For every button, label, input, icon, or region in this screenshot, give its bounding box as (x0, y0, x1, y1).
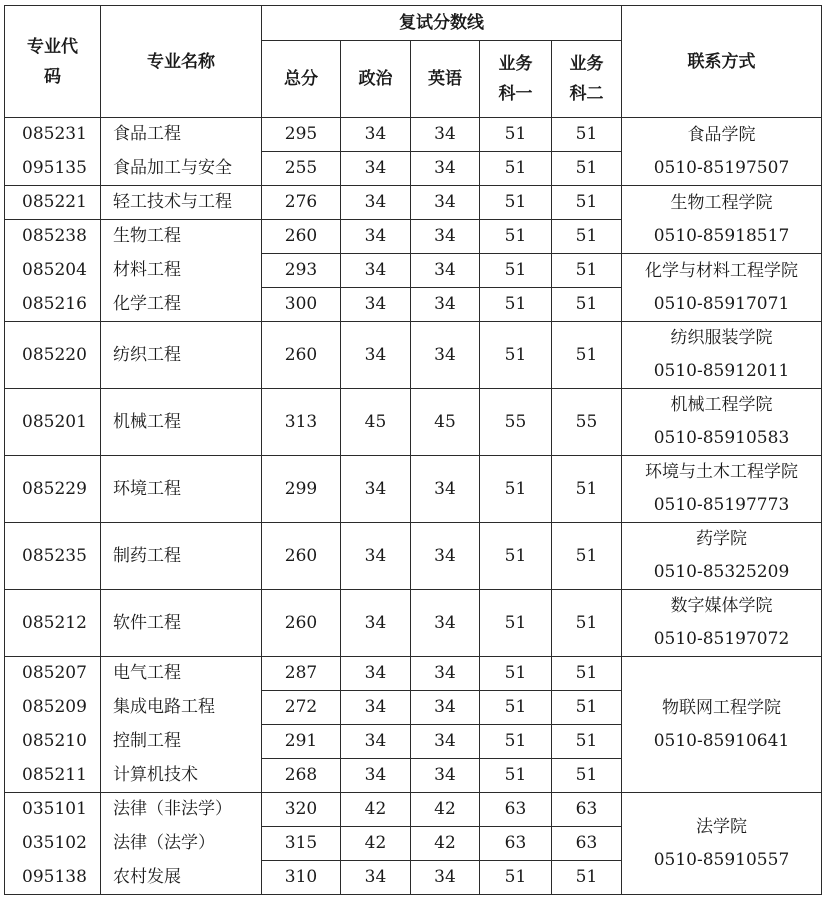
score-total: 291 (262, 725, 341, 759)
major-name: 法律（法学） (101, 827, 262, 861)
score-subject1: 63 (480, 793, 552, 827)
score-subject1: 51 (480, 118, 552, 152)
score-subject1: 51 (480, 725, 552, 759)
major-name: 食品加工与安全 (101, 152, 262, 186)
score-subject2: 51 (552, 590, 622, 657)
college-phone: 0510-85912011 (653, 361, 790, 381)
score-subject1: 51 (480, 186, 552, 220)
score-total: 315 (262, 827, 341, 861)
major-name: 轻工技术与工程 (101, 186, 262, 220)
score-total: 293 (262, 254, 341, 288)
major-code: 085229 (5, 456, 101, 523)
score-total: 260 (262, 220, 341, 254)
score-total: 299 (262, 456, 341, 523)
score-subject1: 51 (480, 691, 552, 725)
major-name: 环境工程 (101, 456, 262, 523)
major-code: 085231 (5, 118, 101, 152)
college-phone: 0510-85325209 (653, 562, 790, 582)
major-name: 制药工程 (101, 523, 262, 590)
score-table (4, 5, 822, 895)
score-subject2: 51 (552, 322, 622, 389)
major-name: 计算机技术 (101, 759, 262, 793)
score-english: 34 (411, 861, 480, 895)
score-subject2: 51 (552, 118, 622, 152)
score-politics: 34 (341, 725, 411, 759)
college-phone: 0510-85918517 (653, 225, 790, 246)
score-subject1: 51 (480, 288, 552, 322)
table-row (5, 389, 822, 456)
major-code: 085201 (5, 389, 101, 456)
contact-cell (622, 657, 822, 793)
score-politics: 34 (341, 152, 411, 186)
college-phone: 0510-85910583 (653, 428, 790, 448)
score-total: 260 (262, 523, 341, 590)
college-name: 纺织服装学院 (670, 328, 773, 348)
major-name: 农村发展 (101, 861, 262, 895)
score-subject1: 51 (480, 759, 552, 793)
college-name: 机械工程学院 (670, 395, 773, 415)
score-subject1: 51 (480, 456, 552, 523)
header-contact: 联系方式 (622, 6, 822, 118)
major-name: 机械工程 (101, 389, 262, 456)
score-subject2: 51 (552, 657, 622, 691)
major-code: 085207 (5, 657, 101, 691)
contact-cell (622, 389, 822, 456)
contact-cell (622, 456, 822, 523)
score-total: 300 (262, 288, 341, 322)
score-english: 34 (411, 254, 480, 288)
score-english: 34 (411, 288, 480, 322)
score-english: 34 (411, 152, 480, 186)
score-english: 34 (411, 456, 480, 523)
contact-cell (622, 523, 822, 590)
score-politics: 34 (341, 861, 411, 895)
college-name: 物联网工程学院 (662, 697, 781, 718)
table-row (5, 118, 822, 152)
score-subject2: 51 (552, 254, 622, 288)
header-total: 总分 (262, 41, 341, 118)
score-english: 34 (411, 523, 480, 590)
table-row (5, 793, 822, 827)
table-row (5, 523, 822, 590)
score-total: 268 (262, 759, 341, 793)
college-name: 化学与材料工程学院 (645, 260, 798, 281)
college-phone: 0510-85197773 (653, 495, 790, 515)
score-subject1: 63 (480, 827, 552, 861)
college-phone: 0510-85910557 (653, 849, 790, 870)
score-subject2: 51 (552, 220, 622, 254)
major-name: 纺织工程 (101, 322, 262, 389)
score-subject2: 51 (552, 759, 622, 793)
table-row (5, 186, 822, 220)
college-phone: 0510-85197507 (653, 157, 790, 178)
header-subject2: 业务科二 (552, 41, 622, 118)
contact-cell (622, 186, 822, 254)
header-score-group: 复试分数线 (262, 6, 622, 41)
table-row (5, 590, 822, 657)
score-politics: 34 (341, 657, 411, 691)
score-politics: 34 (341, 220, 411, 254)
score-total: 310 (262, 861, 341, 895)
college-phone: 0510-85197072 (653, 629, 790, 649)
score-total: 287 (262, 657, 341, 691)
college-phone: 0510-85910641 (653, 730, 790, 751)
score-subject1: 51 (480, 152, 552, 186)
major-code: 085209 (5, 691, 101, 725)
college-name: 生物工程学院 (670, 192, 773, 213)
contact-cell (622, 118, 822, 186)
score-politics: 42 (341, 827, 411, 861)
score-english: 45 (411, 389, 480, 456)
score-total: 313 (262, 389, 341, 456)
major-code: 095135 (5, 152, 101, 186)
score-total: 276 (262, 186, 341, 220)
major-name: 电气工程 (101, 657, 262, 691)
score-subject1: 51 (480, 861, 552, 895)
score-politics: 42 (341, 793, 411, 827)
score-total: 295 (262, 118, 341, 152)
score-subject1: 51 (480, 657, 552, 691)
major-name: 软件工程 (101, 590, 262, 657)
score-subject2: 63 (552, 827, 622, 861)
score-politics: 34 (341, 691, 411, 725)
major-code: 085212 (5, 590, 101, 657)
score-subject1: 51 (480, 523, 552, 590)
major-code: 085211 (5, 759, 101, 793)
score-english: 34 (411, 322, 480, 389)
score-politics: 34 (341, 288, 411, 322)
major-code: 085238 (5, 220, 101, 254)
major-name: 食品工程 (101, 118, 262, 152)
score-english: 34 (411, 725, 480, 759)
score-subject1: 55 (480, 389, 552, 456)
score-english: 34 (411, 186, 480, 220)
contact-cell (622, 590, 822, 657)
college-name: 法学院 (696, 816, 747, 837)
score-subject1: 51 (480, 322, 552, 389)
score-subject2: 51 (552, 152, 622, 186)
header-english: 英语 (411, 41, 480, 118)
score-subject1: 51 (480, 220, 552, 254)
major-code: 085221 (5, 186, 101, 220)
score-total: 272 (262, 691, 341, 725)
score-subject2: 51 (552, 186, 622, 220)
score-politics: 34 (341, 254, 411, 288)
score-english: 34 (411, 220, 480, 254)
major-name: 控制工程 (101, 725, 262, 759)
college-name: 药学院 (696, 529, 747, 549)
score-total: 260 (262, 590, 341, 657)
table-row (5, 322, 822, 389)
score-english: 34 (411, 759, 480, 793)
score-subject2: 51 (552, 691, 622, 725)
college-name: 数字媒体学院 (670, 596, 773, 616)
major-name: 化学工程 (101, 288, 262, 322)
score-total: 260 (262, 322, 341, 389)
major-code: 085235 (5, 523, 101, 590)
major-code: 085204 (5, 254, 101, 288)
score-english: 34 (411, 590, 480, 657)
header-politics: 政治 (341, 41, 411, 118)
score-politics: 34 (341, 523, 411, 590)
score-subject2: 51 (552, 861, 622, 895)
score-politics: 45 (341, 389, 411, 456)
college-name: 环境与土木工程学院 (645, 462, 798, 482)
header-name: 专业名称 (101, 6, 262, 118)
major-name: 集成电路工程 (101, 691, 262, 725)
score-english: 34 (411, 657, 480, 691)
major-code: 085216 (5, 288, 101, 322)
score-english: 42 (411, 793, 480, 827)
score-total: 255 (262, 152, 341, 186)
table-row (5, 657, 822, 691)
major-name: 材料工程 (101, 254, 262, 288)
contact-cell (622, 322, 822, 389)
score-politics: 34 (341, 759, 411, 793)
score-politics: 34 (341, 590, 411, 657)
college-name: 食品学院 (687, 124, 756, 145)
score-subject1: 51 (480, 254, 552, 288)
college-phone: 0510-85917071 (653, 293, 790, 314)
table-row (5, 254, 822, 288)
score-subject1: 51 (480, 590, 552, 657)
score-english: 42 (411, 827, 480, 861)
contact-cell (622, 793, 822, 895)
score-subject2: 51 (552, 456, 622, 523)
major-name: 生物工程 (101, 220, 262, 254)
score-subject2: 51 (552, 725, 622, 759)
score-subject2: 51 (552, 288, 622, 322)
header-code: 专业代码 (5, 6, 101, 118)
major-code: 035102 (5, 827, 101, 861)
major-code: 085210 (5, 725, 101, 759)
major-name: 法律（非法学） (101, 793, 262, 827)
score-subject2: 55 (552, 389, 622, 456)
score-english: 34 (411, 691, 480, 725)
score-total: 320 (262, 793, 341, 827)
score-english: 34 (411, 118, 480, 152)
score-politics: 34 (341, 322, 411, 389)
score-subject2: 63 (552, 793, 622, 827)
major-code: 085220 (5, 322, 101, 389)
major-code: 035101 (5, 793, 101, 827)
score-politics: 34 (341, 186, 411, 220)
score-subject2: 51 (552, 523, 622, 590)
score-politics: 34 (341, 456, 411, 523)
table-row (5, 456, 822, 523)
header-subject1: 业务科一 (480, 41, 552, 118)
score-politics: 34 (341, 118, 411, 152)
major-code: 095138 (5, 861, 101, 895)
contact-cell (622, 254, 822, 322)
